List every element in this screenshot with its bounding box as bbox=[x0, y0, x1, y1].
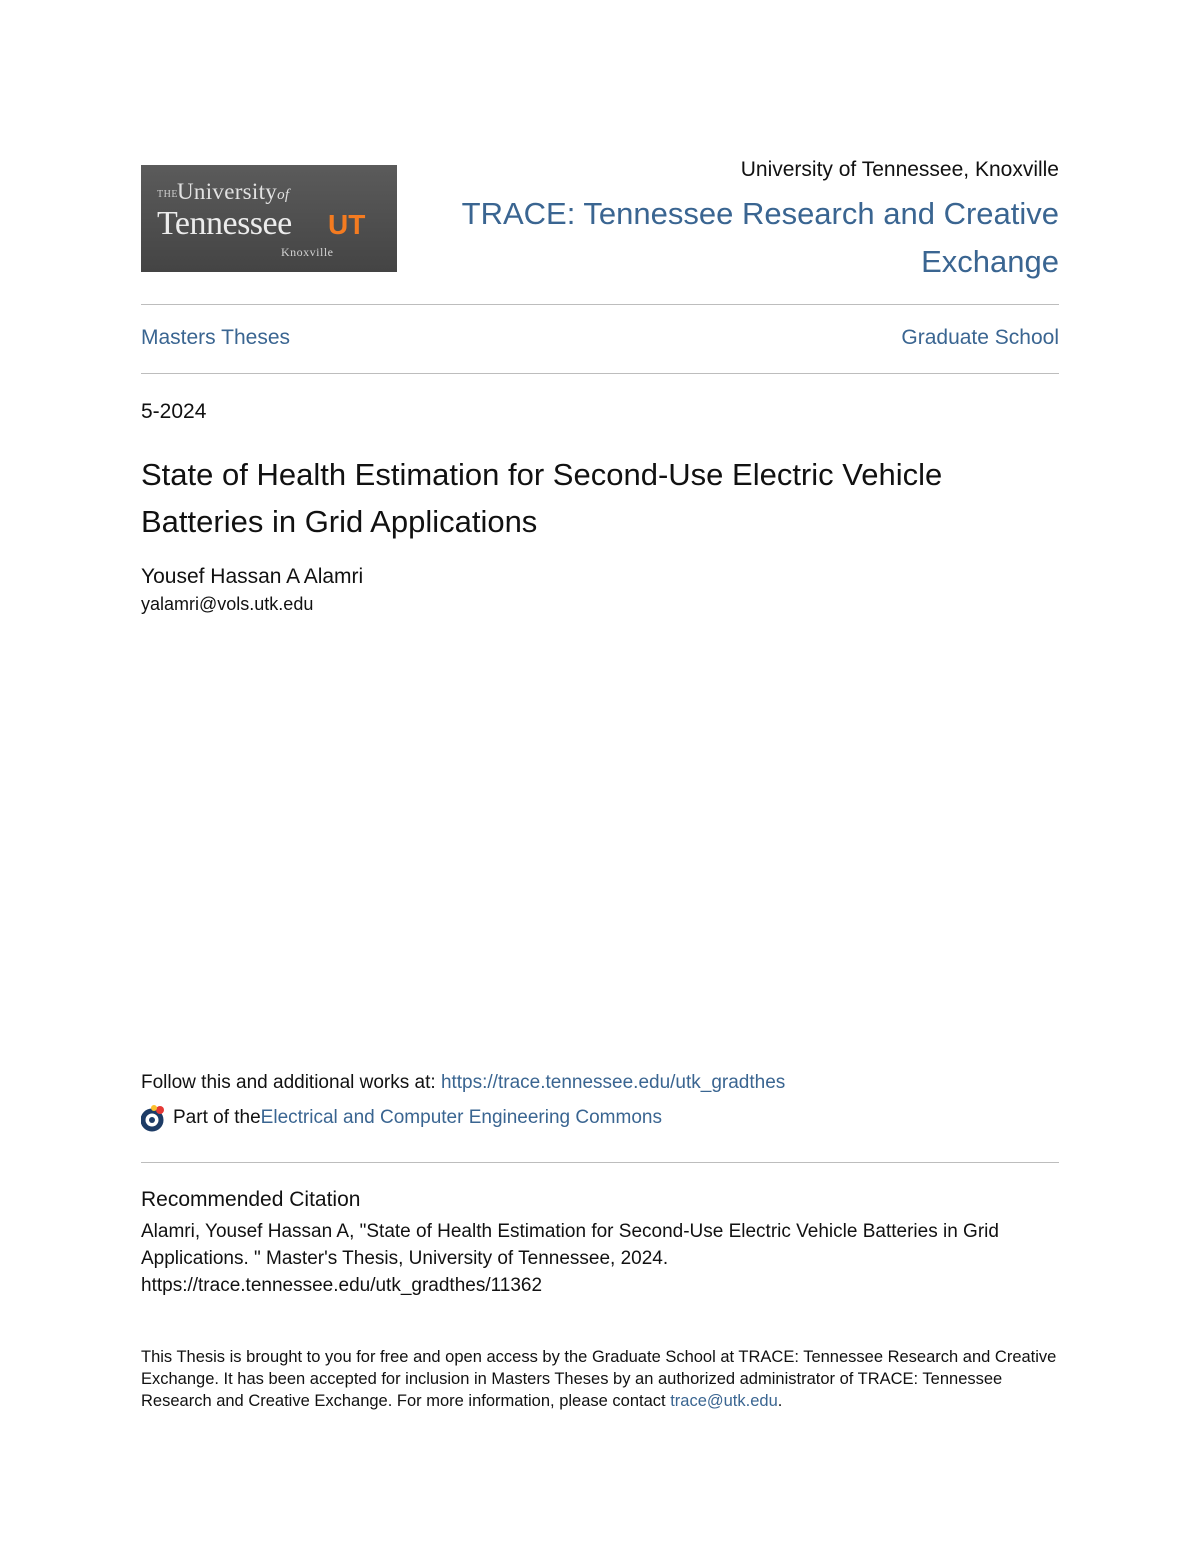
institution-name: University of Tennessee, Knoxville bbox=[740, 158, 1059, 181]
ut-power-t-icon bbox=[328, 210, 378, 238]
logo-the-text: THE bbox=[157, 189, 178, 200]
thesis-title: State of Health Estimation for Second-Use Electric Vehicle Batteries in Grid Applications bbox=[141, 457, 943, 539]
commons-link[interactable]: Electrical and Computer Engineering Commons bbox=[260, 1107, 662, 1128]
bepress-commons-icon bbox=[141, 1104, 167, 1132]
repository-link[interactable]: TRACE: Tennessee Research and Creative Exchange bbox=[461, 196, 1059, 279]
contact-email-link[interactable]: trace@utk.edu bbox=[670, 1392, 778, 1410]
graduate-school-link[interactable]: Graduate School bbox=[901, 326, 1059, 349]
ut-mark-text: UT bbox=[328, 210, 366, 238]
part-of-label: Part of the bbox=[173, 1107, 261, 1128]
citation-url: https://trace.tennessee.edu/utk_gradthes/11362 bbox=[141, 1275, 543, 1296]
logo-tennessee-text: Tennessee bbox=[157, 205, 292, 242]
publication-date: 5-2024 bbox=[141, 400, 207, 423]
logo-university-text bbox=[177, 179, 289, 205]
header-divider bbox=[141, 304, 1059, 305]
follow-url-link[interactable]: https://trace.tennessee.edu/utk_gradthes bbox=[440, 1072, 786, 1093]
logo-knoxville-text: Knoxville bbox=[281, 245, 334, 259]
title-page bbox=[141, 0, 1059, 1553]
access-statement-end: . bbox=[777, 1392, 783, 1410]
citation-text: Alamri, Yousef Hassan A, "State of Health Estimation for Second-Use Electric Vehicle Batteries in Grid Applications. " Master's Thesis, University of Tennessee, 2024. bbox=[141, 1221, 999, 1269]
author-email: yalamri@vols.utk.edu bbox=[141, 594, 314, 614]
citation-body bbox=[141, 1218, 1059, 1299]
university-logo[interactable] bbox=[141, 165, 397, 272]
follow-label: Follow this and additional works at: bbox=[141, 1072, 441, 1093]
part-of-line bbox=[141, 1104, 662, 1132]
author-name: Yousef Hassan A Alamri bbox=[141, 565, 364, 588]
access-statement bbox=[141, 1346, 1059, 1412]
breadcrumb-divider bbox=[141, 373, 1059, 374]
logo-university-word: University bbox=[177, 179, 278, 204]
access-statement-text: This Thesis is brought to you for free and open access by the Graduate School at TRACE: Tennessee Research and Creative Exchange. It has been accepted for inclusion in Masters Theses by an authorized administrator of TRACE: Tennessee Research and Creative Exchange. For more information, please contact bbox=[141, 1348, 1057, 1410]
logo-of-text: of bbox=[277, 187, 290, 203]
masters-theses-link[interactable]: Masters Theses bbox=[141, 326, 290, 349]
citation-heading: Recommended Citation bbox=[141, 1188, 361, 1211]
follow-line bbox=[141, 1072, 785, 1094]
citation-divider bbox=[141, 1162, 1059, 1163]
